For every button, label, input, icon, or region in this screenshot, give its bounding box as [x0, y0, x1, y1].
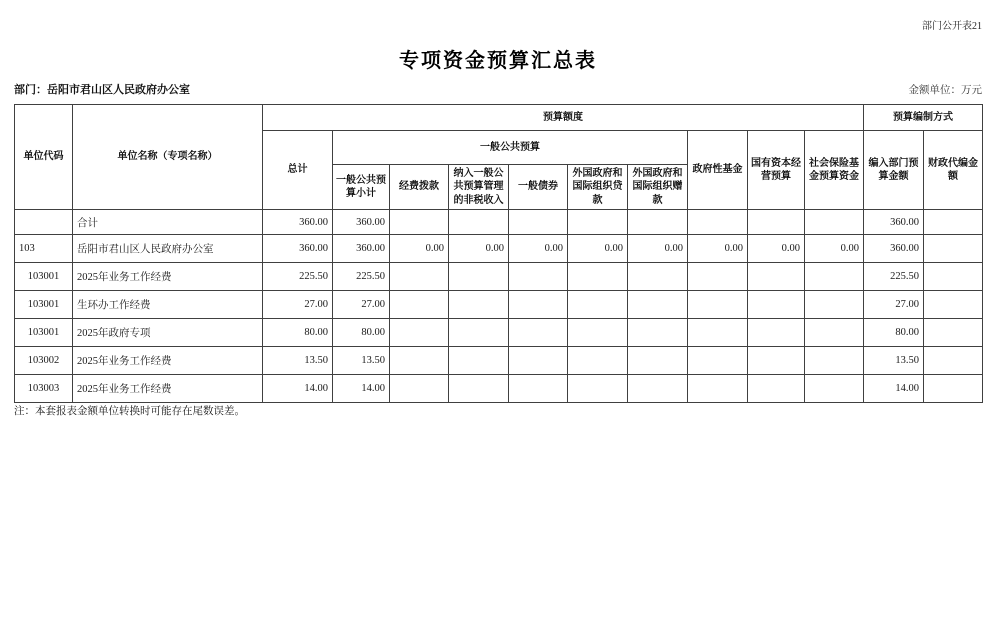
- col-header-unit-name: 单位名称（专项名称）: [73, 105, 263, 210]
- amount-cell: [805, 375, 864, 403]
- amount-cell: [748, 263, 805, 291]
- col-header-dept-budget-amount: 编入部门预算金额: [864, 131, 924, 210]
- amount-cell: 0.00: [568, 235, 628, 263]
- amount-cell: 360.00: [263, 235, 333, 263]
- unit-code-cell: [15, 210, 73, 235]
- amount-cell: [805, 210, 864, 235]
- amount-cell: [688, 347, 748, 375]
- amount-cell: [924, 347, 983, 375]
- amount-cell: [390, 375, 449, 403]
- col-header-funding-allocation: 经费拨款: [390, 165, 449, 210]
- amount-cell: 27.00: [333, 291, 390, 319]
- footnote: 注：本套报表金额单位转换时可能存在尾数误差。: [14, 406, 245, 417]
- unit-name-cell: 2025年政府专项: [73, 319, 263, 347]
- amount-cell: 14.00: [333, 375, 390, 403]
- amount-cell: 360.00: [864, 210, 924, 235]
- page-title: 专项资金预算汇总表: [399, 50, 597, 72]
- amount-cell: 360.00: [333, 210, 390, 235]
- amount-cell: [805, 291, 864, 319]
- amount-cell: 80.00: [333, 319, 390, 347]
- amount-unit-label: 金额单位：万元: [908, 85, 982, 96]
- amount-cell: [688, 375, 748, 403]
- unit-code-cell: 103003: [15, 375, 73, 403]
- unit-code-cell: 103001: [15, 319, 73, 347]
- amount-cell: [688, 291, 748, 319]
- amount-cell: [628, 263, 688, 291]
- table-row: [15, 347, 983, 375]
- col-header-nontax-revenue: 纳入一般公共预算管理的非税收入: [449, 165, 509, 210]
- amount-cell: [568, 210, 628, 235]
- form-number-label: 部门公开表21: [922, 21, 982, 32]
- amount-cell: [449, 319, 509, 347]
- amount-cell: 0.00: [805, 235, 864, 263]
- amount-cell: [449, 291, 509, 319]
- amount-cell: 225.50: [333, 263, 390, 291]
- amount-cell: 13.50: [263, 347, 333, 375]
- amount-cell: 80.00: [263, 319, 333, 347]
- unit-name-cell: 2025年业务工作经费: [73, 263, 263, 291]
- amount-cell: [509, 347, 568, 375]
- amount-cell: 360.00: [263, 210, 333, 235]
- amount-cell: 13.50: [864, 347, 924, 375]
- amount-cell: [449, 263, 509, 291]
- unit-name-cell: 生环办工作经费: [73, 291, 263, 319]
- table-row: [15, 235, 983, 263]
- amount-cell: [509, 210, 568, 235]
- amount-cell: 27.00: [263, 291, 333, 319]
- amount-cell: [628, 375, 688, 403]
- amount-cell: [688, 263, 748, 291]
- unit-code-cell: 103: [15, 235, 73, 263]
- unit-code-cell: 103001: [15, 263, 73, 291]
- col-header-foreign-loans: 外国政府和国际组织贷款: [568, 165, 628, 210]
- amount-cell: 14.00: [263, 375, 333, 403]
- unit-name-cell: 2025年业务工作经费: [73, 375, 263, 403]
- amount-cell: [628, 319, 688, 347]
- amount-cell: [449, 347, 509, 375]
- amount-cell: [568, 263, 628, 291]
- amount-cell: [568, 319, 628, 347]
- amount-cell: [924, 263, 983, 291]
- amount-cell: 13.50: [333, 347, 390, 375]
- col-group-compilation-method: 预算编制方式: [864, 105, 983, 131]
- col-header-foreign-grants: 外国政府和国际组织赠款: [628, 165, 688, 210]
- col-header-total: 总计: [263, 131, 333, 210]
- amount-cell: [568, 375, 628, 403]
- amount-cell: 0.00: [509, 235, 568, 263]
- table-row: [15, 319, 983, 347]
- amount-cell: 0.00: [748, 235, 805, 263]
- col-header-general-bonds: 一般债券: [509, 165, 568, 210]
- col-group-budget-amount: 预算额度: [263, 105, 864, 131]
- amount-cell: [390, 347, 449, 375]
- amount-cell: 360.00: [333, 235, 390, 263]
- amount-cell: [748, 347, 805, 375]
- amount-cell: [924, 375, 983, 403]
- amount-cell: [509, 375, 568, 403]
- amount-cell: 14.00: [864, 375, 924, 403]
- col-header-social-insurance: 社会保险基金预算资金: [805, 131, 864, 210]
- table-row: [15, 375, 983, 403]
- table-row: [15, 263, 983, 291]
- amount-cell: [390, 263, 449, 291]
- table-row: [15, 210, 983, 235]
- amount-cell: [628, 210, 688, 235]
- amount-cell: [805, 319, 864, 347]
- amount-cell: [748, 375, 805, 403]
- unit-name-cell: 合计: [73, 210, 263, 235]
- amount-cell: [748, 319, 805, 347]
- amount-cell: [748, 210, 805, 235]
- col-header-govt-funds: 政府性基金: [688, 131, 748, 210]
- unit-name-cell: 2025年业务工作经费: [73, 347, 263, 375]
- table-row: [15, 291, 983, 319]
- amount-cell: [805, 347, 864, 375]
- amount-cell: [924, 291, 983, 319]
- amount-cell: [628, 291, 688, 319]
- amount-cell: [568, 291, 628, 319]
- amount-cell: [748, 291, 805, 319]
- unit-code-cell: 103001: [15, 291, 73, 319]
- amount-cell: [628, 347, 688, 375]
- department-label: 部门：岳阳市君山区人民政府办公室: [14, 84, 190, 96]
- amount-cell: [805, 263, 864, 291]
- col-header-state-capital: 国有资本经营预算: [748, 131, 805, 210]
- col-header-fiscal-agency-amount: 财政代编金额: [924, 131, 983, 210]
- meta-row: [14, 81, 982, 97]
- amount-cell: [449, 375, 509, 403]
- amount-cell: 0.00: [628, 235, 688, 263]
- amount-cell: [390, 291, 449, 319]
- budget-table: [14, 104, 983, 403]
- amount-cell: 360.00: [864, 235, 924, 263]
- amount-cell: 0.00: [449, 235, 509, 263]
- amount-cell: [449, 210, 509, 235]
- amount-cell: [509, 263, 568, 291]
- amount-cell: [390, 210, 449, 235]
- amount-cell: [568, 347, 628, 375]
- amount-cell: [390, 319, 449, 347]
- amount-cell: [688, 319, 748, 347]
- amount-cell: [688, 210, 748, 235]
- amount-cell: [509, 319, 568, 347]
- col-header-gpb-subtotal: 一般公共预算小计: [333, 165, 390, 210]
- amount-cell: [924, 235, 983, 263]
- amount-cell: 27.00: [864, 291, 924, 319]
- unit-name-cell: 岳阳市君山区人民政府办公室: [73, 235, 263, 263]
- amount-cell: 80.00: [864, 319, 924, 347]
- col-header-unit-code: 单位代码: [15, 105, 73, 210]
- amount-cell: 0.00: [688, 235, 748, 263]
- unit-code-cell: 103002: [15, 347, 73, 375]
- header-row-1: [15, 105, 983, 131]
- col-group-general-public-budget: 一般公共预算: [333, 131, 688, 165]
- amount-cell: 0.00: [390, 235, 449, 263]
- amount-cell: [509, 291, 568, 319]
- amount-cell: 225.50: [864, 263, 924, 291]
- amount-cell: [924, 319, 983, 347]
- amount-cell: [924, 210, 983, 235]
- amount-cell: 225.50: [263, 263, 333, 291]
